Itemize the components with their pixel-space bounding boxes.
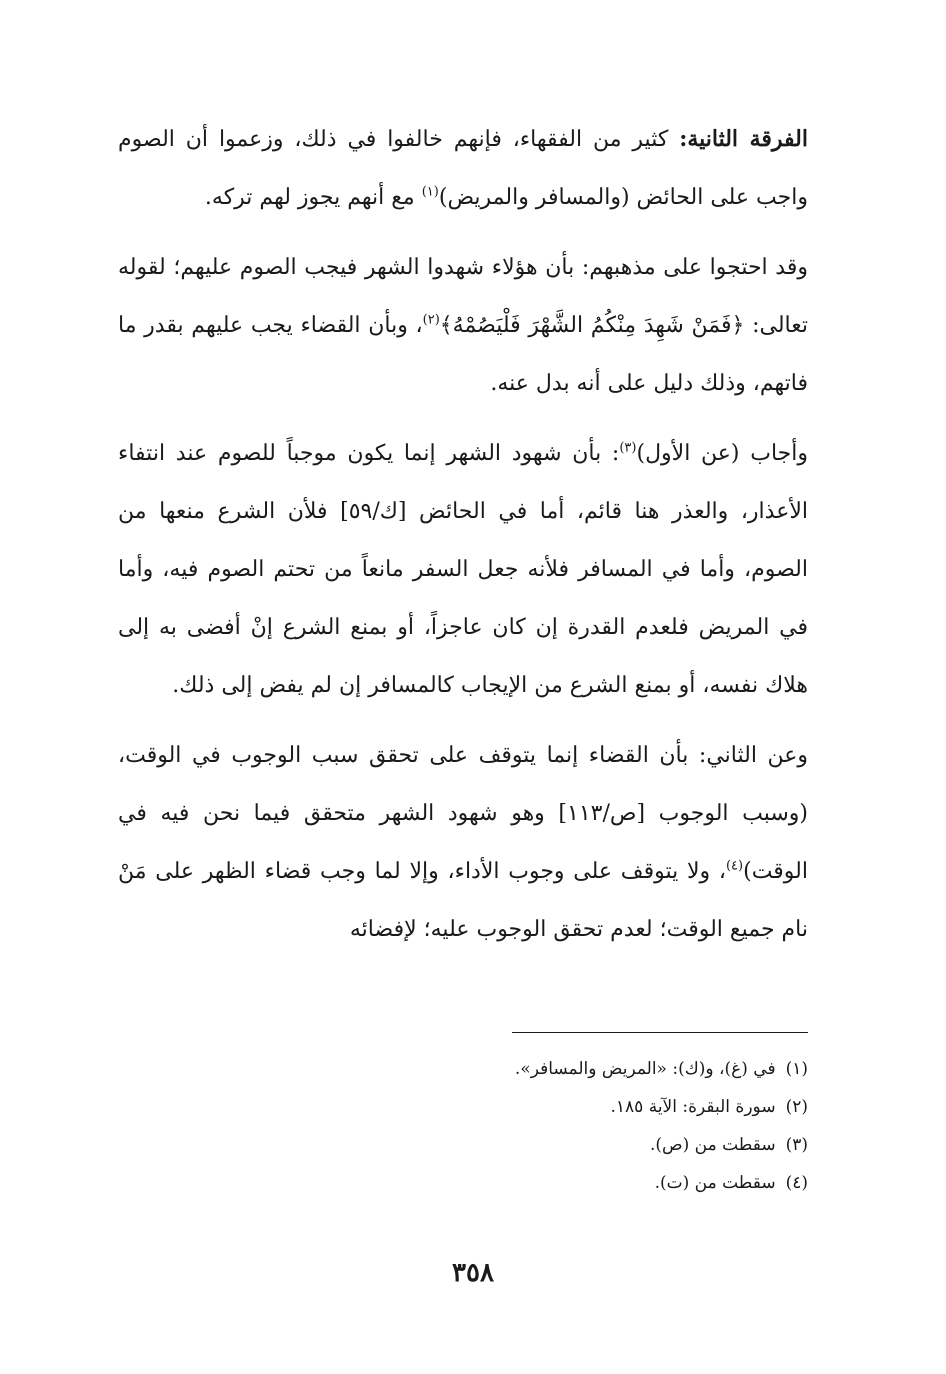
footnote-3 [118, 1126, 808, 1164]
footnote-separator [512, 1032, 808, 1033]
footnote-number: (٢) [785, 1097, 808, 1117]
paragraph-2 [118, 239, 808, 413]
footnote-number: (١) [785, 1059, 808, 1079]
footnotes [118, 1050, 808, 1202]
paragraph-tail: مع أنهم يجوز لهم تركه. [204, 185, 422, 210]
footnote-text: سقطت من (ص). [650, 1135, 776, 1155]
footnote-number: (٤) [785, 1173, 808, 1193]
footnote-2 [118, 1088, 808, 1126]
footnote-ref: (٤) [725, 858, 744, 874]
paragraph-3 [118, 425, 808, 715]
footnote-ref: (١) [421, 184, 439, 200]
page-body [118, 110, 808, 971]
paragraph-text: وقد احتجوا على مذهبهم: بأن هؤلاء شهدوا الشهر فيجب الصوم عليهم؛ لقوله تعالى: ﴿فَمَنْ شَهِدَ مِنْكُمُ الشَّهْرَ فَلْيَصُمْهُ﴾ [118, 255, 808, 338]
paragraph-tail: ، ولا يتوقف على وجوب الأداء، وإلا لما وجب قضاء الظهر على مَنْ نام جميع الوقت؛ لعدم تحقق الوجوب عليه؛ لإفضائه [118, 859, 808, 942]
footnote-text: سورة البقرة: الآية ١٨٥. [610, 1097, 776, 1117]
footnote-number: (٣) [785, 1135, 808, 1155]
paragraph-text: وأجاب (عن الأول) [636, 441, 808, 466]
paragraph-tail: ، وبأن القضاء يجب عليهم بقدر ما فاتهم، وذلك دليل على أنه بدل عنه. [118, 313, 808, 396]
footnote-ref: (٢) [422, 312, 440, 328]
footnote-text: في (غ)، و(ك): «المريض والمسافر». [514, 1059, 776, 1079]
paragraph-text: وعن الثاني: بأن القضاء إنما يتوقف على تحقق سبب الوجوب في الوقت، (وسبب الوجوب [ص/١١٣] وهو شهود الشهر متحقق فيما نحن فيه في الوقت) [118, 743, 808, 884]
footnote-ref: (٣) [619, 440, 637, 456]
page-number: ٣٥٨ [452, 1258, 494, 1288]
footnote-4 [118, 1164, 808, 1202]
paragraph-text: كثير من الفقهاء، فإنهم خالفوا في ذلك، وزعموا أن الصوم واجب على الحائض (والمسافر والمريض) [118, 127, 808, 210]
paragraph-1 [118, 110, 808, 227]
paragraph-4 [118, 727, 808, 959]
paragraph-tail: : بأن شهود الشهر إنما يكون موجباً للصوم عند انتفاء الأعذار، والعذر هنا قائم، أما في الحائض [ك/٥٩] فلأن الشرع منعها من الصوم، وأما في المسافر فلأنه جعل السفر مانعاً من تحتم الصوم فيه، وأما في المريض فلعدم القدرة إن كان عاجزاً، أو بمنع الشرع إنْ أفضى به إلى هلاك نفسه، أو بمنع الشرع من الإيجاب كالمسافر إن لم يفض إلى ذلك. [118, 441, 808, 698]
footnote-1 [118, 1050, 808, 1088]
footnote-text: سقطت من (ت). [654, 1173, 776, 1193]
paragraph-lead: الفرقة الثانية: [679, 126, 808, 152]
